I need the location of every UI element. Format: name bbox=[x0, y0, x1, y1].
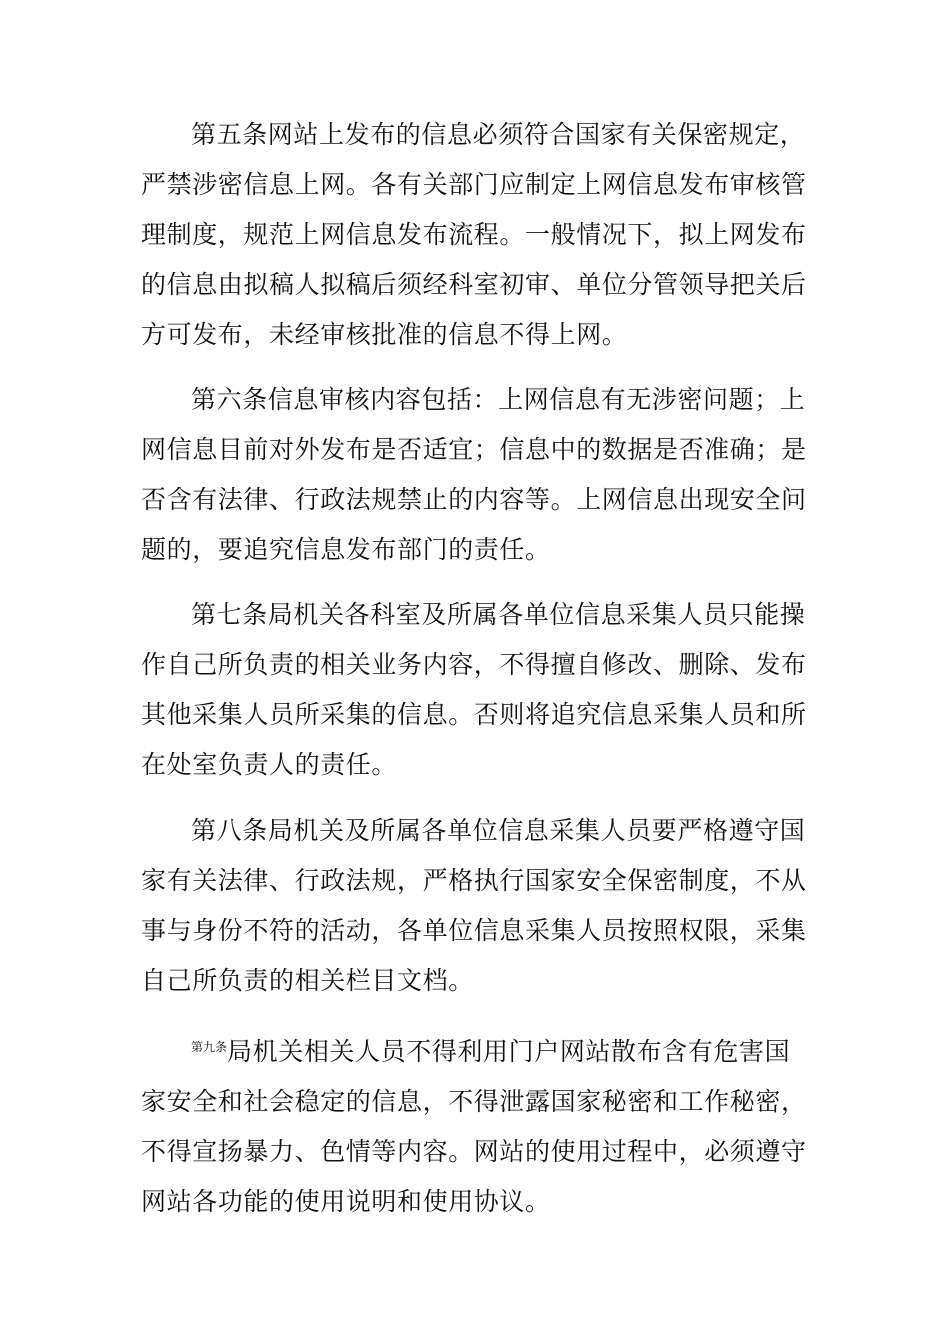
article-6-paragraph: 第六条信息审核内容包括：上网信息有无涉密问题；上网信息目前对外发布是否适宜；信息中的数据是否准确；是否含有法律、行政法规禁止的内容等。上网信息出现安全问题的，要追究信息发布部门的责任。 bbox=[141, 385, 807, 564]
article-5-paragraph: 第五条网站上发布的信息必须符合国家有关保密规定，严禁涉密信息上网。各有关部门应制定上网信息发布审核管理制度，规范上网信息发布流程。一般情况下，拟上网发布的信息由拟稿人拟稿后须经科室初审、单位分管领导把关后方可发布，未经审核批准的信息不得上网。 bbox=[141, 120, 807, 349]
article-9-label: 第九条 bbox=[191, 1040, 228, 1054]
article-8-paragraph: 第八条局机关及所属各单位信息采集人员要严格遵守国家有关法律、行政法规，严格执行国家安全保密制度，不从事与身份不符的活动，各单位信息采集人员按照权限，采集自己所负责的相关栏目文档。 bbox=[141, 816, 807, 995]
article-9-paragraph bbox=[141, 1022, 813, 1227]
article-7-paragraph: 第七条局机关各科室及所属各单位信息采集人员只能操作自己所负责的相关业务内容，不得擅自修改、删除、发布其他采集人员所采集的信息。否则将追究信息采集人员和所在处室负责人的责任。 bbox=[141, 600, 807, 779]
article-9-text: 局机关相关人员不得利用门户网站散布含有危害国家安全和社会稳定的信息，不得泄露国家秘密和工作秘密，不得宣扬暴力、色情等内容。网站的使用过程中，必须遵守网站各功能的使用说明和使用协议。 bbox=[141, 1037, 807, 1216]
